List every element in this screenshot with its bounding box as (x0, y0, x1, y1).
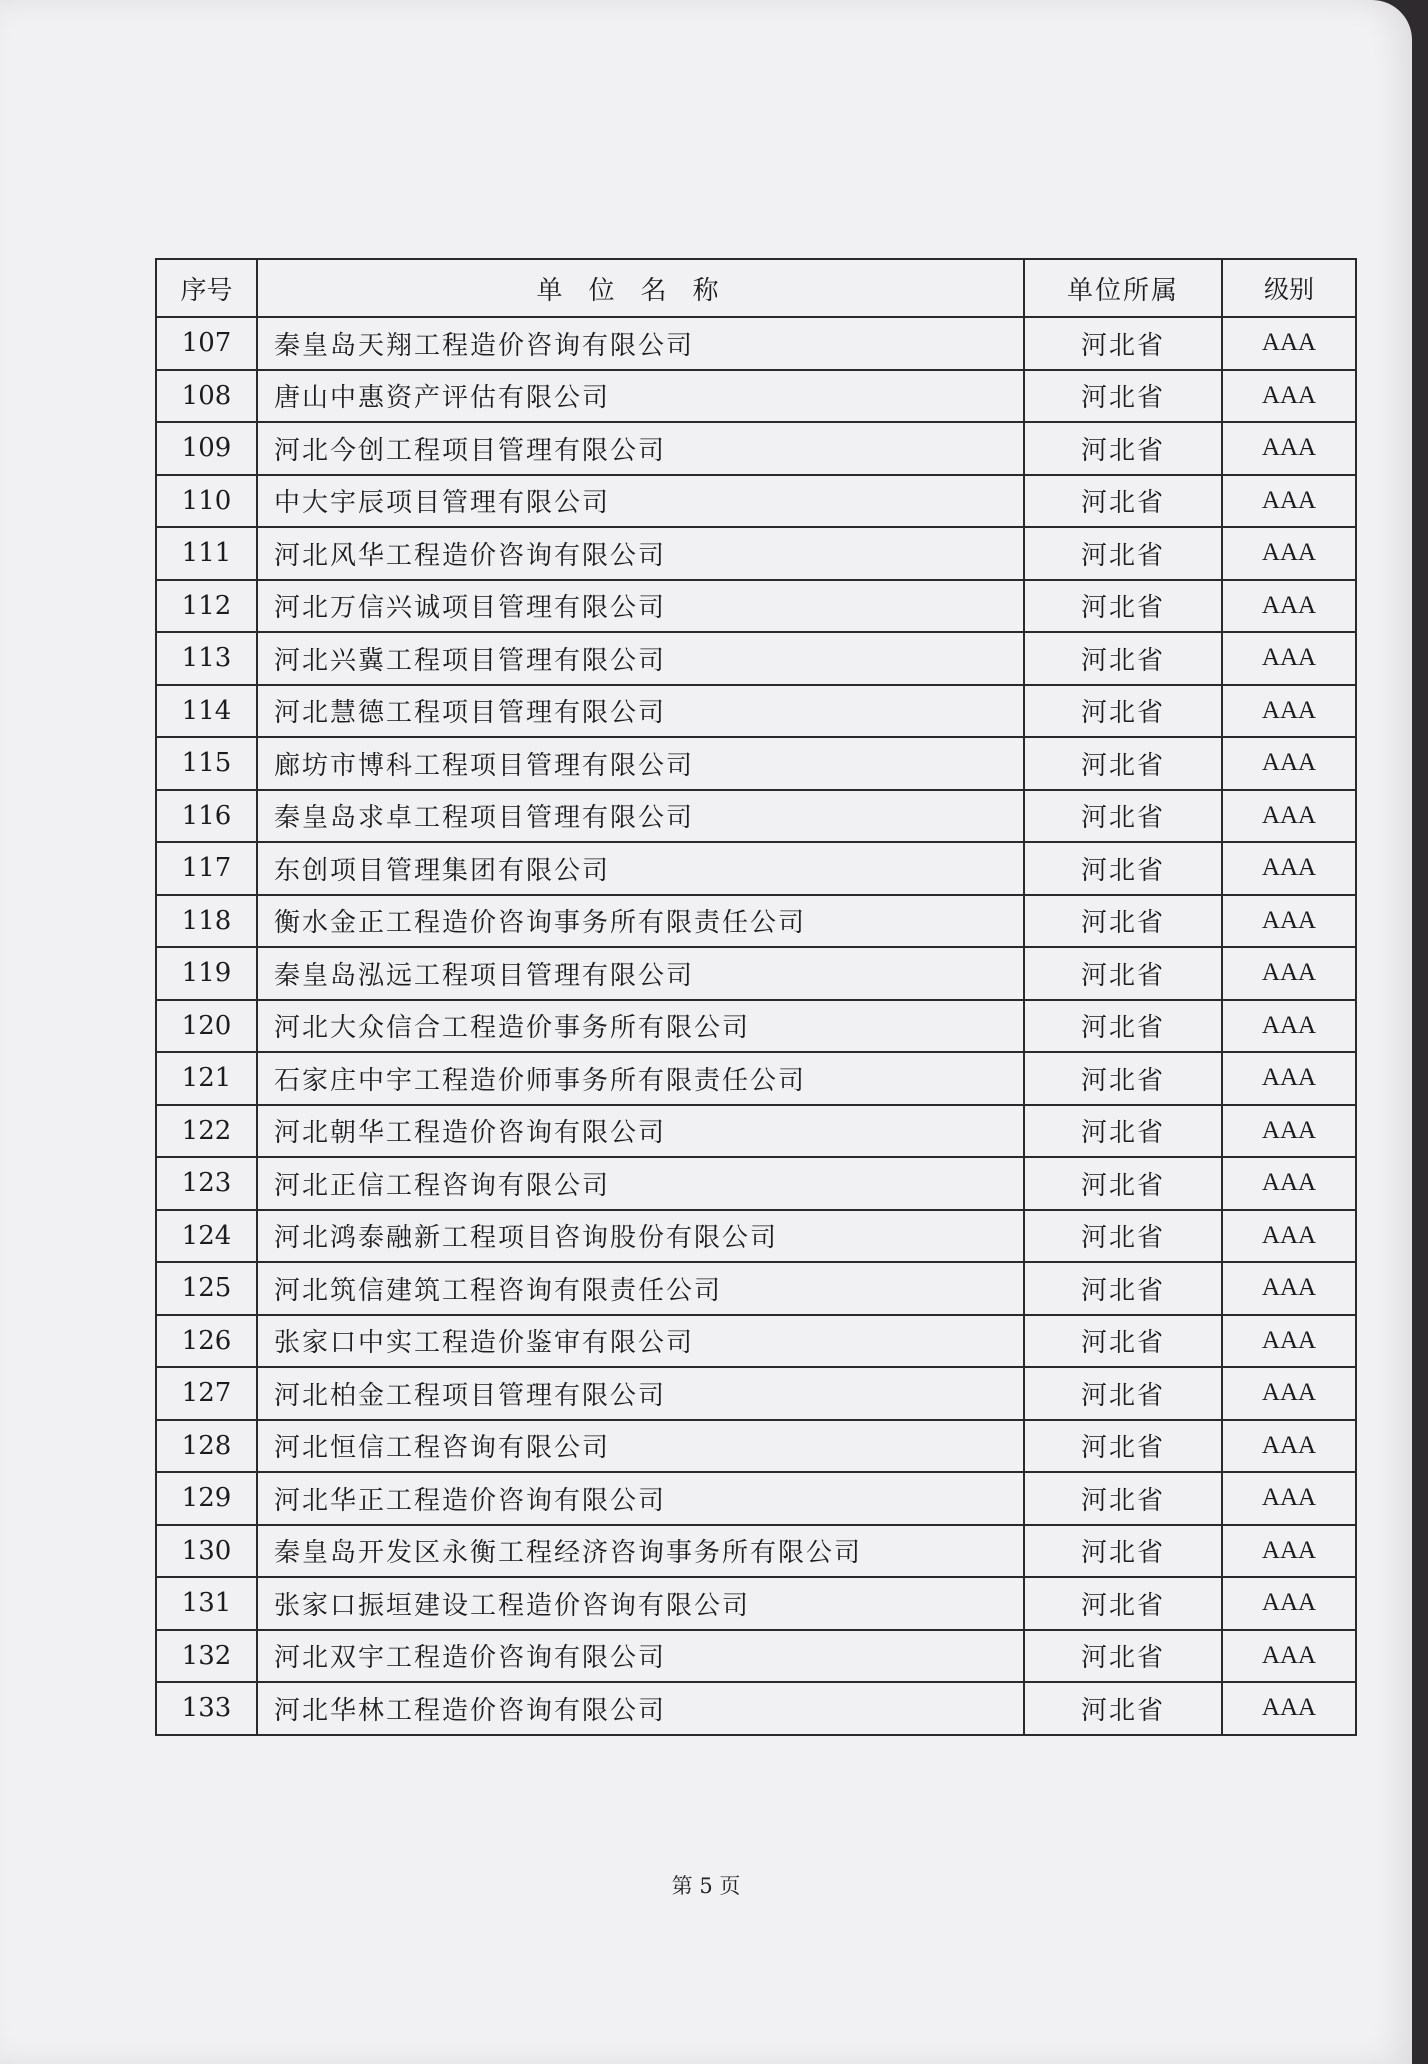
row-province: 河北省 (1024, 1262, 1222, 1315)
header-serial-number: 序号 (156, 259, 257, 317)
row-level: AAA (1222, 1577, 1356, 1630)
row-province: 河北省 (1024, 1525, 1222, 1578)
row-serial-number: 127 (156, 1367, 257, 1420)
row-level: AAA (1222, 947, 1356, 1000)
row-level: AAA (1222, 317, 1356, 370)
table-row (156, 317, 1356, 370)
row-company-name: 河北正信工程咨询有限公司 (257, 1157, 1024, 1210)
row-serial-number: 113 (156, 632, 257, 685)
row-province: 河北省 (1024, 1315, 1222, 1368)
table-row (156, 790, 1356, 843)
row-province: 河北省 (1024, 475, 1222, 528)
table-row (156, 475, 1356, 528)
table-row (156, 1052, 1356, 1105)
row-level: AAA (1222, 1525, 1356, 1578)
row-level: AAA (1222, 422, 1356, 475)
row-company-name: 中大宇辰项目管理有限公司 (257, 475, 1024, 528)
row-company-name: 张家口振垣建设工程造价咨询有限公司 (257, 1577, 1024, 1630)
row-province: 河北省 (1024, 317, 1222, 370)
header-province: 单位所属 (1024, 259, 1222, 317)
row-level: AAA (1222, 1472, 1356, 1525)
table-row (156, 1630, 1356, 1683)
row-level: AAA (1222, 1210, 1356, 1263)
table-row (156, 1157, 1356, 1210)
row-company-name: 河北柏金工程项目管理有限公司 (257, 1367, 1024, 1420)
row-level: AAA (1222, 1052, 1356, 1105)
row-serial-number: 120 (156, 1000, 257, 1053)
row-level: AAA (1222, 737, 1356, 790)
row-serial-number: 111 (156, 527, 257, 580)
table-row (156, 527, 1356, 580)
table-row (156, 632, 1356, 685)
row-level: AAA (1222, 895, 1356, 948)
company-table-container (155, 258, 1355, 1736)
row-level: AAA (1222, 1682, 1356, 1735)
row-company-name: 河北恒信工程咨询有限公司 (257, 1420, 1024, 1473)
table-row (156, 685, 1356, 738)
row-serial-number: 110 (156, 475, 257, 528)
row-province: 河北省 (1024, 1000, 1222, 1053)
row-serial-number: 124 (156, 1210, 257, 1263)
row-company-name: 河北朝华工程造价咨询有限公司 (257, 1105, 1024, 1158)
table-row (156, 1577, 1356, 1630)
row-level: AAA (1222, 370, 1356, 423)
row-serial-number: 132 (156, 1630, 257, 1683)
row-province: 河北省 (1024, 1157, 1222, 1210)
table-row (156, 1367, 1356, 1420)
row-province: 河北省 (1024, 1630, 1222, 1683)
table-row (156, 895, 1356, 948)
table-row (156, 370, 1356, 423)
row-serial-number: 107 (156, 317, 257, 370)
row-province: 河北省 (1024, 1682, 1222, 1735)
table-row (156, 947, 1356, 1000)
row-company-name: 河北华正工程造价咨询有限公司 (257, 1472, 1024, 1525)
table-row (156, 1210, 1356, 1263)
row-province: 河北省 (1024, 580, 1222, 633)
header-level: 级别 (1222, 259, 1356, 317)
row-company-name: 衡水金正工程造价咨询事务所有限责任公司 (257, 895, 1024, 948)
row-serial-number: 109 (156, 422, 257, 475)
row-level: AAA (1222, 632, 1356, 685)
row-serial-number: 133 (156, 1682, 257, 1735)
row-province: 河北省 (1024, 632, 1222, 685)
table-row (156, 1472, 1356, 1525)
row-company-name: 河北鸿泰融新工程项目咨询股份有限公司 (257, 1210, 1024, 1263)
row-serial-number: 112 (156, 580, 257, 633)
row-company-name: 河北大众信合工程造价事务所有限公司 (257, 1000, 1024, 1053)
row-company-name: 秦皇岛开发区永衡工程经济咨询事务所有限公司 (257, 1525, 1024, 1578)
row-level: AAA (1222, 1262, 1356, 1315)
row-province: 河北省 (1024, 1210, 1222, 1263)
row-serial-number: 121 (156, 1052, 257, 1105)
table-row (156, 422, 1356, 475)
row-serial-number: 116 (156, 790, 257, 843)
row-serial-number: 125 (156, 1262, 257, 1315)
table-row (156, 737, 1356, 790)
row-company-name: 廊坊市博科工程项目管理有限公司 (257, 737, 1024, 790)
row-level: AAA (1222, 1105, 1356, 1158)
row-company-name: 秦皇岛泓远工程项目管理有限公司 (257, 947, 1024, 1000)
row-serial-number: 122 (156, 1105, 257, 1158)
row-company-name: 秦皇岛天翔工程造价咨询有限公司 (257, 317, 1024, 370)
table-row (156, 842, 1356, 895)
row-province: 河北省 (1024, 1420, 1222, 1473)
row-company-name: 河北兴冀工程项目管理有限公司 (257, 632, 1024, 685)
table-header-row (156, 259, 1356, 317)
row-company-name: 河北风华工程造价咨询有限公司 (257, 527, 1024, 580)
row-level: AAA (1222, 790, 1356, 843)
row-province: 河北省 (1024, 1367, 1222, 1420)
row-serial-number: 128 (156, 1420, 257, 1473)
row-province: 河北省 (1024, 370, 1222, 423)
table-row (156, 1262, 1356, 1315)
row-company-name: 河北筑信建筑工程咨询有限责任公司 (257, 1262, 1024, 1315)
row-province: 河北省 (1024, 947, 1222, 1000)
table-row (156, 1000, 1356, 1053)
table-row (156, 1420, 1356, 1473)
row-company-name: 唐山中惠资产评估有限公司 (257, 370, 1024, 423)
row-serial-number: 115 (156, 737, 257, 790)
row-level: AAA (1222, 842, 1356, 895)
row-serial-number: 118 (156, 895, 257, 948)
row-serial-number: 119 (156, 947, 257, 1000)
row-level: AAA (1222, 1367, 1356, 1420)
table-row (156, 1682, 1356, 1735)
row-province: 河北省 (1024, 842, 1222, 895)
row-level: AAA (1222, 685, 1356, 738)
row-province: 河北省 (1024, 1472, 1222, 1525)
row-serial-number: 130 (156, 1525, 257, 1578)
header-company-name: 单位名称 (257, 259, 1024, 317)
row-province: 河北省 (1024, 1105, 1222, 1158)
row-level: AAA (1222, 527, 1356, 580)
row-serial-number: 126 (156, 1315, 257, 1368)
table-row (156, 580, 1356, 633)
row-serial-number: 131 (156, 1577, 257, 1630)
table-body (156, 317, 1356, 1735)
row-level: AAA (1222, 475, 1356, 528)
row-province: 河北省 (1024, 737, 1222, 790)
row-province: 河北省 (1024, 422, 1222, 475)
company-table (155, 258, 1357, 1736)
row-company-name: 张家口中实工程造价鉴审有限公司 (257, 1315, 1024, 1368)
row-serial-number: 129 (156, 1472, 257, 1525)
page-number: 第 5 页 (671, 1874, 741, 1898)
row-province: 河北省 (1024, 790, 1222, 843)
row-level: AAA (1222, 1315, 1356, 1368)
row-serial-number: 114 (156, 685, 257, 738)
row-company-name: 河北华林工程造价咨询有限公司 (257, 1682, 1024, 1735)
row-province: 河北省 (1024, 527, 1222, 580)
row-level: AAA (1222, 580, 1356, 633)
row-province: 河北省 (1024, 1577, 1222, 1630)
row-level: AAA (1222, 1000, 1356, 1053)
row-serial-number: 108 (156, 370, 257, 423)
row-company-name: 河北今创工程项目管理有限公司 (257, 422, 1024, 475)
row-province: 河北省 (1024, 895, 1222, 948)
table-row (156, 1105, 1356, 1158)
row-company-name: 秦皇岛求卓工程项目管理有限公司 (257, 790, 1024, 843)
table-row (156, 1525, 1356, 1578)
row-level: AAA (1222, 1420, 1356, 1473)
row-company-name: 东创项目管理集团有限公司 (257, 842, 1024, 895)
row-province: 河北省 (1024, 685, 1222, 738)
row-serial-number: 123 (156, 1157, 257, 1210)
row-level: AAA (1222, 1630, 1356, 1683)
row-serial-number: 117 (156, 842, 257, 895)
row-company-name: 河北万信兴诚项目管理有限公司 (257, 580, 1024, 633)
row-company-name: 河北慧德工程项目管理有限公司 (257, 685, 1024, 738)
row-company-name: 河北双宇工程造价咨询有限公司 (257, 1630, 1024, 1683)
row-level: AAA (1222, 1157, 1356, 1210)
row-company-name: 石家庄中宇工程造价师事务所有限责任公司 (257, 1052, 1024, 1105)
table-row (156, 1315, 1356, 1368)
row-province: 河北省 (1024, 1052, 1222, 1105)
